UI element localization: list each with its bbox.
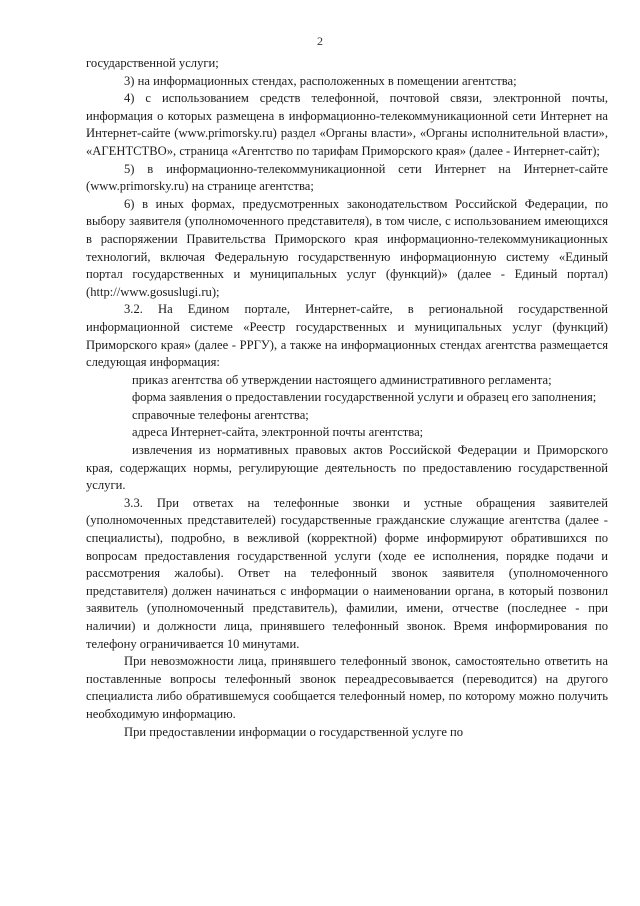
list-item-3: 3) на информационных стендах, расположенных в помещении агентства;	[124, 73, 517, 88]
info-item-order: приказ агентства об утверждении настоящего административного регламента;	[132, 372, 552, 387]
info-item-form: форма заявления о предоставлении государственной услуги и образец его заполнения;	[132, 390, 597, 405]
paragraph-continuation: государственной услуги;	[86, 56, 219, 70]
paragraph-provision: При предоставлении информации о государственной услуге по	[124, 724, 464, 739]
list-item-5: 5) в информационно-телекоммуникационной сети Интернет на Интернет-сайте (www.primorsky.ru) на странице агентства;	[86, 161, 608, 194]
section-3-3: 3.3. При ответах на телефонные звонки и устные обращения заявителей (уполномоченных представителей) государственные гражданские служащие агентства (далее - специалисты), подробно, в вежливой (корректной) форме информируют обратившихся по вопросам предоставления государственной услуги (ходе ее исполнения, порядке подачи и рассмотрения жалобы). Ответ на телефонный звонок заявителя (уполномоченного представителя) должен начинаться с информации о наименовании органа, в который позвонил заявитель (уполномоченный представитель), фамилии, имени, отчестве (последнее - при наличии) и должности лица, принявшего телефонный звонок. Время информирования по телефону ограничивается 10 минутами.	[86, 495, 608, 651]
list-item-6: 6) в иных формах, предусмотренных законодательством Российской Федерации, по выбору заявителя (уполномоченного представителя), в том числе, с использованием имеющихся в распоряжении Правительства Приморского края информационно-телекоммуникационных технологий, включая Федеральную государственную информационную систему «Единый портал государственных и муниципальных услуг (функций)» (далее - Единый портал) (http://www.gosuslugi.ru);	[86, 196, 608, 299]
paragraph-redirect: При невозможности лица, принявшего телефонный звонок, самостоятельно ответить на поставленные вопросы телефонный звонок переадресовывается (переводится) на другого специалиста либо обратившемуся сообщается телефонный номер, по которому можно получить необходимую информацию.	[86, 654, 608, 721]
section-3-2: 3.2. На Едином портале, Интернет-сайте, в региональной государственной информационной системе «Реестр государственных и муниципальных услуг (функций) Приморского края» (далее - РРГУ), а также на информационных стендах агентства размещается следующая информация:	[86, 302, 608, 370]
info-item-addresses: адреса Интернет-сайта, электронной почты агентства;	[132, 425, 424, 440]
info-item-phones: справочные телефоны агентства;	[132, 407, 309, 422]
info-item-extracts: извлечения из нормативных правовых актов Российской Федерации и Приморского края, содержащих нормы, регулирующие деятельность по предоставлению государственной услуги.	[86, 443, 608, 493]
page-number: 2	[317, 34, 323, 48]
list-item-4: 4) с использованием средств телефонной, почтовой связи, электронной почты, информация о которых размещена в информационно-телекоммуникационной сети Интернет на Интернет-сайте (www.primorsky.ru) раздел «Органы власти», «Органы исполнительной власти», «АГЕНТСТВО», страница «Агентство по тарифам Приморского края» (далее - Интернет-сайт);	[86, 91, 608, 158]
document-body	[86, 55, 608, 741]
